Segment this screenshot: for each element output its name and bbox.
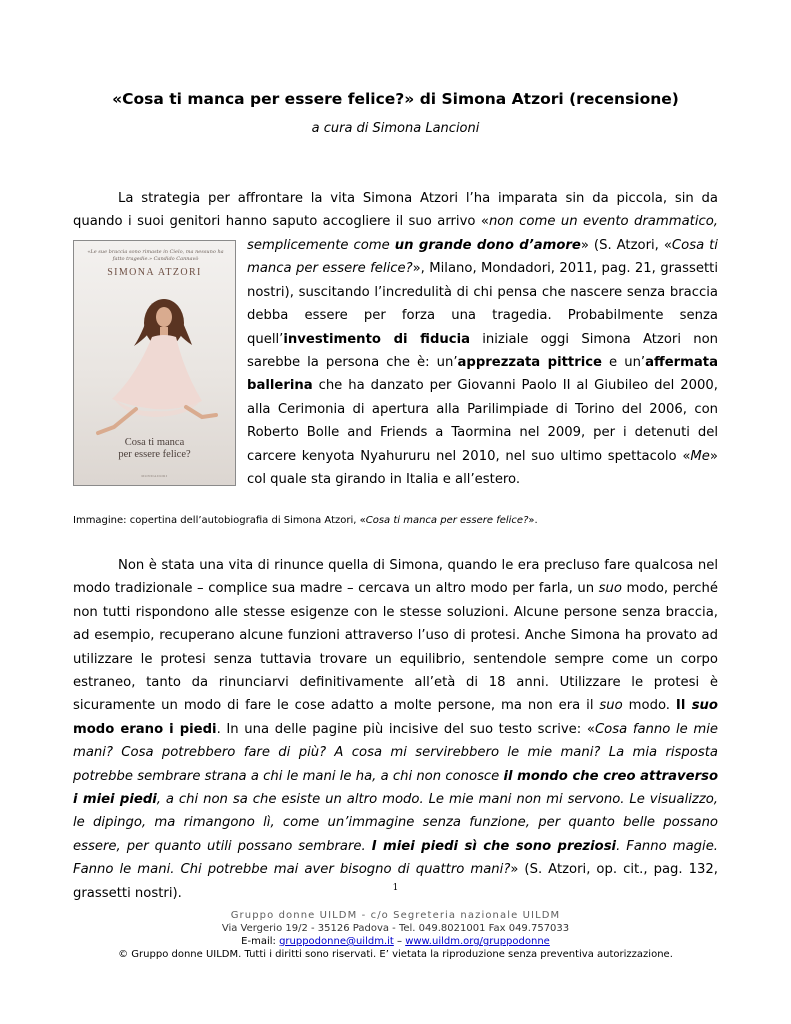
book-title-run: Cosa ti manca per essere felice? — [247, 238, 718, 277]
bold-italic-run: suo — [691, 698, 718, 714]
quote-run: semplicemente come — [247, 238, 395, 253]
text-run: . In una delle pagine più incisive del suo testo scrive: « — [216, 721, 595, 737]
text-run: modo. — [622, 698, 676, 714]
quote-run: Cosa fanno le mie mani? Cosa potrebbero fare di più? A cosa mi servirebbero le mie mani? La mia risposta potrebbe sembrare strana a chi le mani le ha, a chi non conosce — [73, 721, 718, 784]
quote-run: . Fanno magie. Fanno le mani. Chi potrebbe mai aver bisogno di quattro mani? — [73, 838, 718, 878]
bold-run: apprezzata pittrice — [457, 355, 602, 371]
bold-quote-run: I miei piedi sì che sono preziosi — [371, 838, 617, 854]
footer-copyright: © Gruppo donne UILDM. Tutti i diritti sono riservati. E’ vietata la riproduzione senza preventiva autorizzazione. — [118, 949, 673, 960]
italic-run: suo — [598, 581, 622, 597]
italic-run: suo — [599, 698, 623, 714]
caption-text: ». — [528, 515, 538, 526]
article-byline: a cura di Simona Lancioni — [311, 121, 480, 136]
paragraph-2 — [73, 554, 718, 905]
leg-left — [98, 409, 136, 433]
caption-text: Immagine: copertina dell’autobiografia di Simona Atzori, « — [73, 515, 366, 526]
text-run: Non è stata una vita di rinunce quella di Simona, quando le era precluso fare qualcosa nel modo tradizionale – complice sua madre – cercava un altro modo per farla, un — [73, 558, 718, 597]
page-footer — [0, 909, 791, 961]
footer-address: Via Vergerio 19/2 - 35126 Padova - Tel. 049.8021001 Fax 049.757033 — [221, 923, 570, 934]
face-shape — [156, 307, 172, 327]
bold-run: investimento di fiducia — [283, 331, 471, 347]
cover-quote: «Le sue braccia sono rimaste in Cielo, ma nessuno ha fatto tragedie.» Candido Cannavò — [87, 249, 224, 262]
website-link[interactable]: www.uildm.org/gruppodonne — [405, 936, 550, 947]
cover-title-line-1: Cosa ti manca — [124, 437, 185, 448]
separator: – — [393, 936, 406, 947]
quote-run: non come un evento drammatico, — [488, 214, 718, 230]
text-run: » (S. Atzori, op. cit., pag. 132, grassetti nostri). — [73, 862, 718, 901]
text-run: La strategia per affrontare la vita Simona Atzori l’ha imparata sin da piccola, sin da quando i suoi genitori hanno saputo accogliere il suo arrivo « — [73, 191, 718, 230]
text-run: e un’ — [602, 355, 646, 371]
dress-shape — [112, 335, 202, 409]
text-run: » (S. Atzori, « — [580, 238, 672, 253]
leg-right — [186, 407, 216, 417]
text-run: », Milano, Mondadori, 2011, pag. 21, grassetti nostri), suscitando l’incredulità di chi pensa che nascere senza braccia debba essere per forza una tragedia. Probabilmente senza quell’ — [247, 261, 718, 347]
caption-book-title: Cosa ti manca per essere felice? — [365, 515, 529, 526]
show-title-run: Me — [690, 448, 710, 464]
book-cover-image — [73, 240, 236, 486]
cover-author: SIMONA ATZORI — [107, 267, 202, 278]
text-run: modo, perché non tutti rispondono alle stesse esigenze con le stesse soluzioni. Alcune persone senza braccia, ad esempio, recuperano alcune funzioni attraverso l’uso di protesi. Anche Simona ha provato ad utilizzare le protesi senza tuttavia trovare un equilibrio, sentendole sempre come un corpo estraneo, tanto da rinunciarvi definitivamente all’età di 18 anni. Utilizzare le protesi è sicuramente un modo di fare le cose adatto a molte persone, ma non era il — [73, 581, 718, 714]
text-run: che ha danzato per Giovanni Paolo II al Giubileo del 2000, alla Cerimonia di apertura alla Parilimpiade di Torino del 2006, con Roberto Bolle and Friends a Taormina nel 2009, per i detenuti del carcere kenyota Nyahururu nel 2010, nel suo ultimo spettacolo « — [247, 378, 718, 464]
bold-quote-run: un grande dono d’amore — [394, 238, 581, 253]
page-number: 1 — [392, 883, 399, 893]
cover-publisher: MONDADORI — [141, 474, 168, 478]
cover-title — [74, 437, 235, 461]
footer-organization: Gruppo donne UILDM - c/o Segreteria nazionale UILDM — [230, 910, 561, 921]
email-link[interactable]: gruppodonne@uildm.it — [279, 936, 394, 947]
bold-run: Il — [675, 698, 692, 714]
footer-contacts — [0, 935, 791, 948]
bold-run: modo erano i piedi — [73, 721, 217, 737]
cover-title-line-2: per essere felice? — [118, 449, 191, 460]
quote-run: , a chi non sa che esiste un altro modo. Le mie mani non mi servono. Le visualizzo, le dipingo, ma rimangono lì, come un’immagine senza funzione, per quanto belle possano essere, per quanto utili possano sembrare. — [73, 792, 718, 854]
paragraph-1-wrapped — [247, 234, 718, 491]
text-run: iniziale oggi Simona Atzori non sarebbe la persona che è: un’ — [247, 331, 719, 371]
text-run: » col quale sta girando in Italia e all’estero. — [247, 448, 718, 488]
bold-quote-run: il mondo che creo attraverso i miei piedi — [73, 768, 719, 808]
email-label: E-mail: — [241, 936, 280, 947]
article-title: «Cosa ti manca per essere felice?» di Simona Atzori (recensione) — [112, 90, 679, 108]
image-caption — [73, 515, 718, 526]
bold-run: affermata ballerina — [247, 355, 718, 394]
